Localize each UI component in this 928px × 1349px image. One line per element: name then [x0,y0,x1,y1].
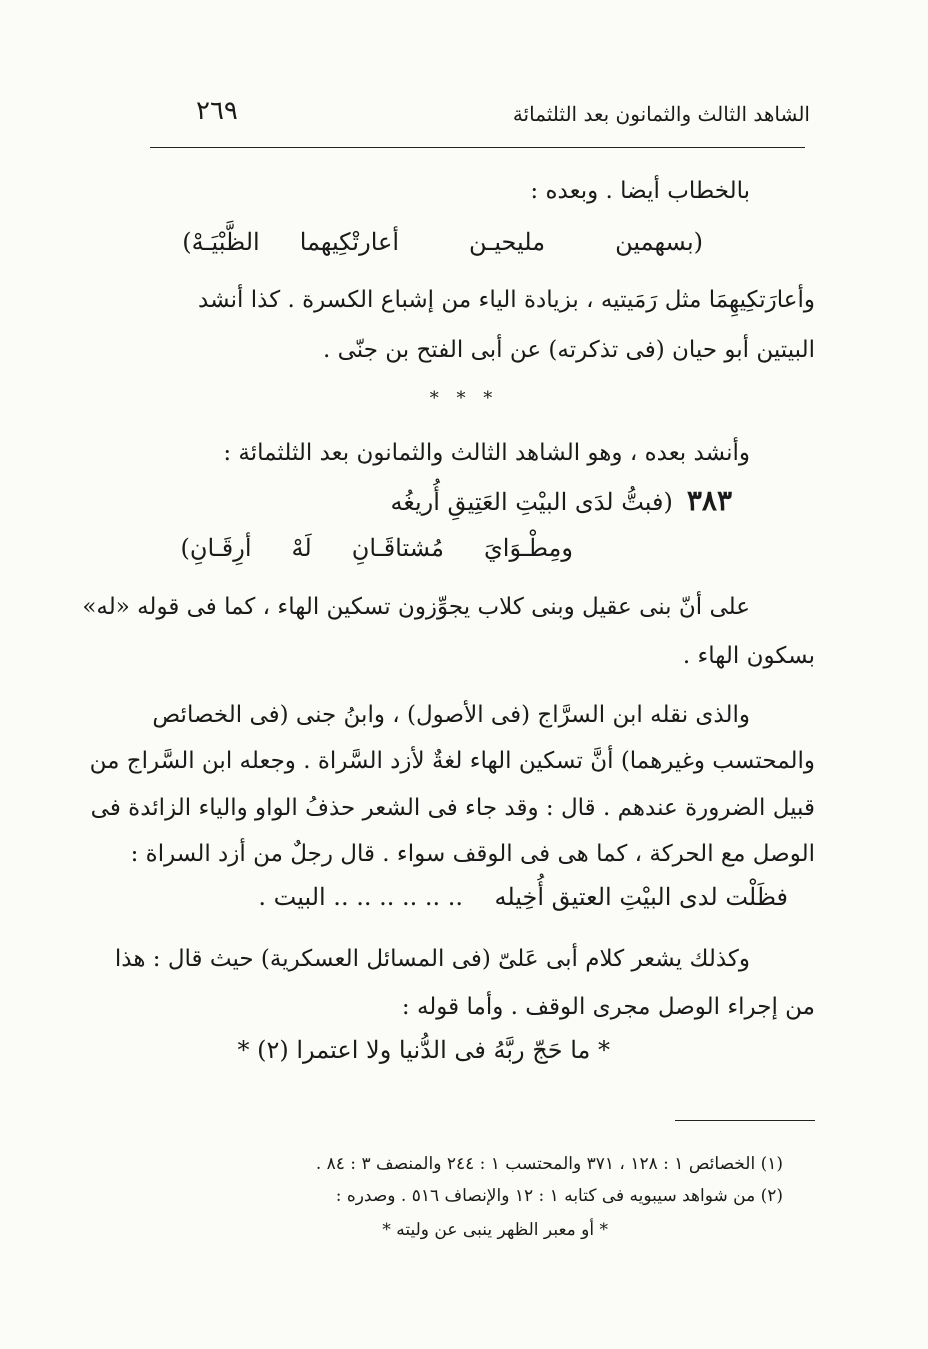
text-line-11: وكذلك يشعر كلام أبى عَلىّ (فى المسائل العسكرية) حيث قال : هذا [114,946,750,972]
verse-word: الظَّبْيَـهْ) [182,228,260,256]
section-separator: * * * [429,388,499,409]
text-line-3: البيتين أبو حيان (فى تذكرته) عن أبى الفتح بن جنّى . [322,337,815,363]
text-line-10: الوصل مع الحركة ، كما هى فى الوقف سواء . قال رجلٌ من أزد السراة : [130,841,815,867]
verse-text: (فبتُّ لدَى البيْتِ العَتِيقِ أُريغُه [390,488,673,516]
text-line-4: وأنشد بعده ، وهو الشاهد الثالث والثمانون بعد الثلثمائة : [223,440,750,466]
text-line-5: على أنّ بنى عقيل وبنى كلاب يجوِّزون تسكين الهاء ، كما فى قوله «له» [82,594,750,620]
footnote-2-verse: * أو معبر الظهر ينبى عن وليته * [382,1220,608,1240]
verse-line-5: * ما حَجّ ربَّهُ فى الدُّنيا ولا اعتمرا (٢) * [237,1036,610,1064]
verse-number: ٣٨٣ [686,484,732,517]
verse-word: ومِطْـوَايَ [483,534,573,562]
verse-line-4-ellipsis: .. .. .. .. .. .. البيت . [258,883,463,911]
verse-line-3 [180,534,573,562]
footnote-1: (١) الخصائص ١ : ١٢٨ ، ٣٧١ والمحتسب ١ : ٢٤٤ والمنصف ٣ : ٨٤ . [315,1154,783,1174]
text-line-6: بسكون الهاء . [682,643,815,669]
text-line-7: والذى نقله ابن السرَّاج (فى الأصول) ، وابنُ جنى (فى الخصائص [152,702,750,728]
footnote-2: (٢) من شواهد سيبويه فى كتابه ١ : ١٢ والإنصاف ٥١٦ . وصدره : [335,1186,783,1206]
text-line-8: والمحتسب وغيرهما) أنَّ تسكين الهاء لغةٌ لأزد السَّراة . وجعله ابن السَّراج من [89,748,815,774]
verse-line-2 [391,484,732,517]
text-line-9: قبيل الضرورة عندهم . قال : وقد جاء فى الشعر حذفُ الواو والياء الزائدة فى [90,795,815,821]
verse-word: أرِقَـانِ) [180,534,252,562]
verse-word: مُشتاقَـانِ [351,534,444,562]
running-header-title: الشاهد الثالث والثمانون بعد الثلثمائة [512,102,810,126]
verse-word: لَهْ [291,534,312,562]
text-line-2: وأعارَتكِيهِمَا مثل رَمَيتيه ، بزيادة الياء من إشباع الكسرة . كذا أنشد [198,287,815,313]
verse-word: مليحيـن [469,228,546,256]
text-line-12: من إجراء الوصل مجرى الوقف . وأما قوله : [401,994,815,1020]
text-line-1: بالخطاب أيضا . وبعده : [530,178,750,204]
verse-word: أعارتْكِيهما [299,228,400,256]
verse-line-1 [182,228,703,256]
footnote-divider [675,1120,815,1121]
header-divider [150,147,805,148]
verse-word: (بسهمين [615,228,703,256]
page-number: ٢٦٩ [196,96,238,126]
verse-line-4: فظَلْت لدى البيْتِ العتيق أُخِيله [494,883,788,911]
